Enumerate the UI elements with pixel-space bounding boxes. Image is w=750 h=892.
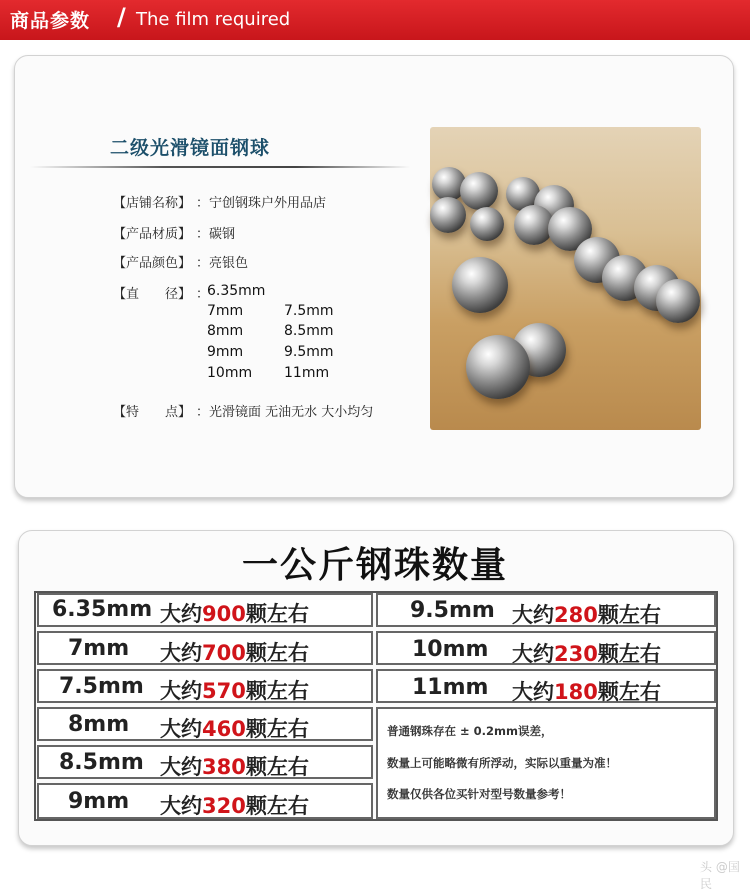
size-label: 8.5mm [59, 750, 144, 775]
quantity-title: 一公斤钢珠数量 [241, 545, 508, 586]
diameter-item: 7mm [207, 303, 244, 319]
count-label: 大约180颗左右 [512, 680, 661, 704]
header-bar [0, 0, 750, 40]
count-label: 大约320颗左右 [160, 794, 309, 818]
size-label: 7mm [68, 636, 130, 661]
spec-value: ：光滑镜面 无油无水 大小均匀 [196, 405, 374, 420]
spec-value: ： [196, 287, 210, 302]
size-label: 10mm [412, 637, 489, 662]
count-label: 大约280颗左右 [512, 603, 661, 627]
spec-value: ：亮银色 [196, 256, 249, 271]
size-label: 11mm [412, 675, 489, 700]
spec-label: 【产品颜色】 [113, 256, 192, 271]
steel-ball [656, 279, 700, 323]
diameter-item: 9.5mm [284, 344, 334, 360]
size-label: 7.5mm [59, 674, 144, 699]
diameter-item: 10mm [207, 365, 253, 381]
count-label: 大约460颗左右 [160, 717, 309, 741]
steel-ball [452, 257, 508, 313]
diameter-item: 8.5mm [284, 323, 334, 339]
diameter-item: 11mm [284, 365, 330, 381]
diameter-item: 9mm [207, 344, 244, 360]
count-label: 大约230颗左右 [512, 642, 661, 666]
spec-label: 【店铺名称】 [113, 196, 192, 211]
count-label: 大约700颗左右 [160, 641, 309, 665]
size-label: 9mm [68, 789, 130, 814]
diameter-item: 6.35mm [207, 283, 266, 299]
spec-label: 【特 点】 [113, 405, 192, 420]
steel-ball [466, 335, 530, 399]
product-photo [430, 127, 701, 430]
header-slash: / [117, 3, 126, 31]
size-label: 9.5mm [410, 598, 495, 623]
steel-ball [430, 197, 466, 233]
spec-value: ：碳钢 [196, 227, 236, 242]
steel-ball [460, 172, 498, 210]
count-label: 大约900颗左右 [160, 602, 309, 626]
spec-label: 【直 径】 [113, 287, 192, 302]
count-label: 大约380颗左右 [160, 755, 309, 779]
note-line: 数量上可能略微有所浮动，实际以重量为准！ [387, 756, 617, 770]
size-label: 8mm [68, 712, 130, 737]
watermark: 头 @国民 [700, 860, 740, 891]
diameter-item: 8mm [207, 323, 244, 339]
note-line: 数量仅供各位买针对型号数量参考！ [387, 787, 571, 801]
count-label: 大约570颗左右 [160, 679, 309, 703]
product-title: 二级光滑镜面钢球 [110, 137, 271, 159]
header-title: 商品参数 [10, 10, 91, 32]
spec-value: ：宁创钢珠户外用品店 [196, 196, 327, 211]
size-label: 6.35mm [52, 597, 153, 622]
title-divider [30, 166, 410, 168]
steel-ball [470, 207, 504, 241]
note-line: 普通钢珠存在 ± 0.2mm误差， [387, 724, 553, 738]
header-subtitle: The film required [136, 9, 291, 30]
spec-label: 【产品材质】 [113, 227, 192, 242]
diameter-item: 7.5mm [284, 303, 334, 319]
